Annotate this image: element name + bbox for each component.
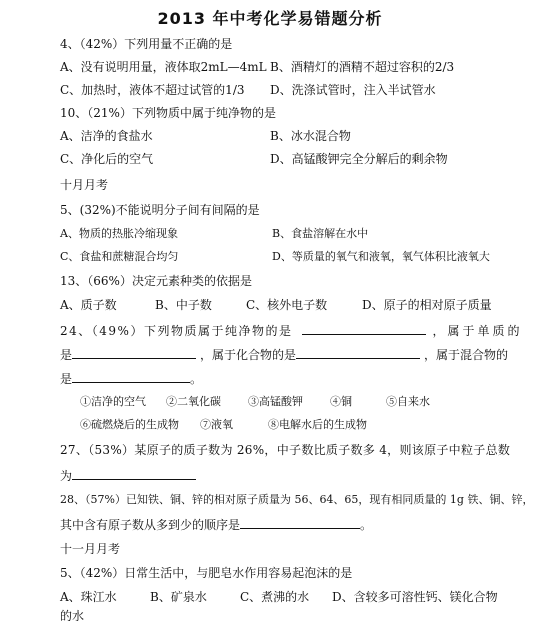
question-24-text-is: 是 <box>60 348 73 362</box>
answer-blank-element[interactable] <box>72 346 196 359</box>
question-10-stem: 10、（21%）下列物质中属于纯净物的是 <box>60 106 276 120</box>
section-october-exam: 十月月考 <box>60 178 109 192</box>
answer-blank-atom-order[interactable] <box>240 516 360 529</box>
question-5-nov-option-c: C、煮沸的水 <box>240 590 310 604</box>
question-10-option-c: C、净化后的空气 <box>60 152 154 166</box>
question-13-option-b: B、中子数 <box>155 298 212 312</box>
substance-item-4: ④铜 <box>330 395 352 408</box>
question-5-nov-option-b: B、矿泉水 <box>150 590 207 604</box>
question-5-oct-option-d: D、等质量的氧气和液氧，氧气体积比液氧大 <box>272 250 490 263</box>
answer-blank-particle-total[interactable] <box>72 467 196 480</box>
question-24-line-2 <box>60 346 508 363</box>
question-27-line-1: 27、（53%）某原子的质子数为 26%，中子数比质子数多 4，则该原子中粒子总数 <box>60 443 511 457</box>
question-10-option-d: D、高锰酸钾完全分解后的剩余物 <box>270 152 448 166</box>
answer-blank-compound[interactable] <box>296 346 420 359</box>
answer-blank-pure[interactable] <box>302 322 426 335</box>
substance-item-2: ②二氧化碳 <box>166 395 221 408</box>
question-5-oct-stem: 5、(32%)不能说明分子间有间隔的是 <box>60 203 260 217</box>
question-4-option-a: A、没有说明用量，液体取2mL—4mL <box>60 60 267 74</box>
substance-item-3: ③高锰酸钾 <box>248 395 303 408</box>
question-28-text-order: 其中含有原子数从多到少的顺序是 <box>60 518 241 532</box>
answer-blank-mixture[interactable] <box>72 370 190 383</box>
question-24-text-is-2: 是 <box>60 372 73 386</box>
question-24-text-compound: ，属于化合物的是 <box>200 348 297 362</box>
question-13-option-c: C、核外电子数 <box>246 298 328 312</box>
question-28-line-2 <box>60 516 372 533</box>
question-4-stem: 4、（42%）下列用量不正确的是 <box>60 37 233 51</box>
question-10-option-a: A、洁净的食盐水 <box>60 129 153 143</box>
question-28-period: 。 <box>360 518 373 532</box>
question-24-text-mixture: ，属于混合物的 <box>424 348 509 362</box>
question-13-option-a: A、质子数 <box>60 298 117 312</box>
question-5-nov-option-d: D、含较多可溶性钙、镁化合物 <box>332 590 498 604</box>
question-24-line-3 <box>60 370 202 387</box>
question-5-nov-option-d-cont: 的水 <box>60 609 85 623</box>
question-27-text-is: 为 <box>60 469 73 483</box>
question-5-oct-option-b: B、食盐溶解在水中 <box>272 227 369 240</box>
question-24-line-1 <box>60 322 522 339</box>
question-13-stem: 13、（66%）决定元素种类的依据是 <box>60 274 252 288</box>
page-title: 2013 年中考化学易错题分析 <box>157 9 383 28</box>
question-24-text-element: ，属于单质的 <box>432 324 523 338</box>
question-5-nov-option-a: A、珠江水 <box>60 590 117 604</box>
question-5-oct-option-a: A、物质的热胀冷缩现象 <box>60 227 178 240</box>
substance-item-6: ⑥硫燃烧后的生成物 <box>80 418 179 431</box>
question-24-period: 。 <box>190 372 203 386</box>
question-13-option-d: D、原子的相对原子质量 <box>362 298 492 312</box>
substance-item-7: ⑦液氧 <box>200 418 233 431</box>
question-4-option-b: B、酒精灯的酒精不超过容积的2/3 <box>270 60 455 74</box>
substance-item-8: ⑧电解水后的生成物 <box>268 418 367 431</box>
question-10-option-b: B、冰水混合物 <box>270 129 351 143</box>
question-24-text-pure: 24、（49%）下列物质属于纯净物的是 <box>60 324 293 338</box>
substance-item-5: ⑤自来水 <box>386 395 430 408</box>
question-4-option-c: C、加热时，液体不超过试管的1/3 <box>60 83 245 97</box>
question-5-nov-stem: 5、（42%）日常生活中，与肥皂水作用容易起泡沫的是 <box>60 566 353 580</box>
question-5-oct-option-c: C、食盐和蔗糖混合均匀 <box>60 250 179 263</box>
section-november-exam: 十一月月考 <box>60 542 121 556</box>
question-4-option-d: D、洗涤试管时，注入半试管水 <box>270 83 436 97</box>
substance-item-1: ①洁净的空气 <box>80 395 146 408</box>
question-27-line-2 <box>60 467 196 484</box>
question-28-line-1: 28、（57%）已知铁、铜、锌的相对原子质量为 56、64、65，现有相同质量的 1g 铁、铜、锌， <box>60 493 534 506</box>
